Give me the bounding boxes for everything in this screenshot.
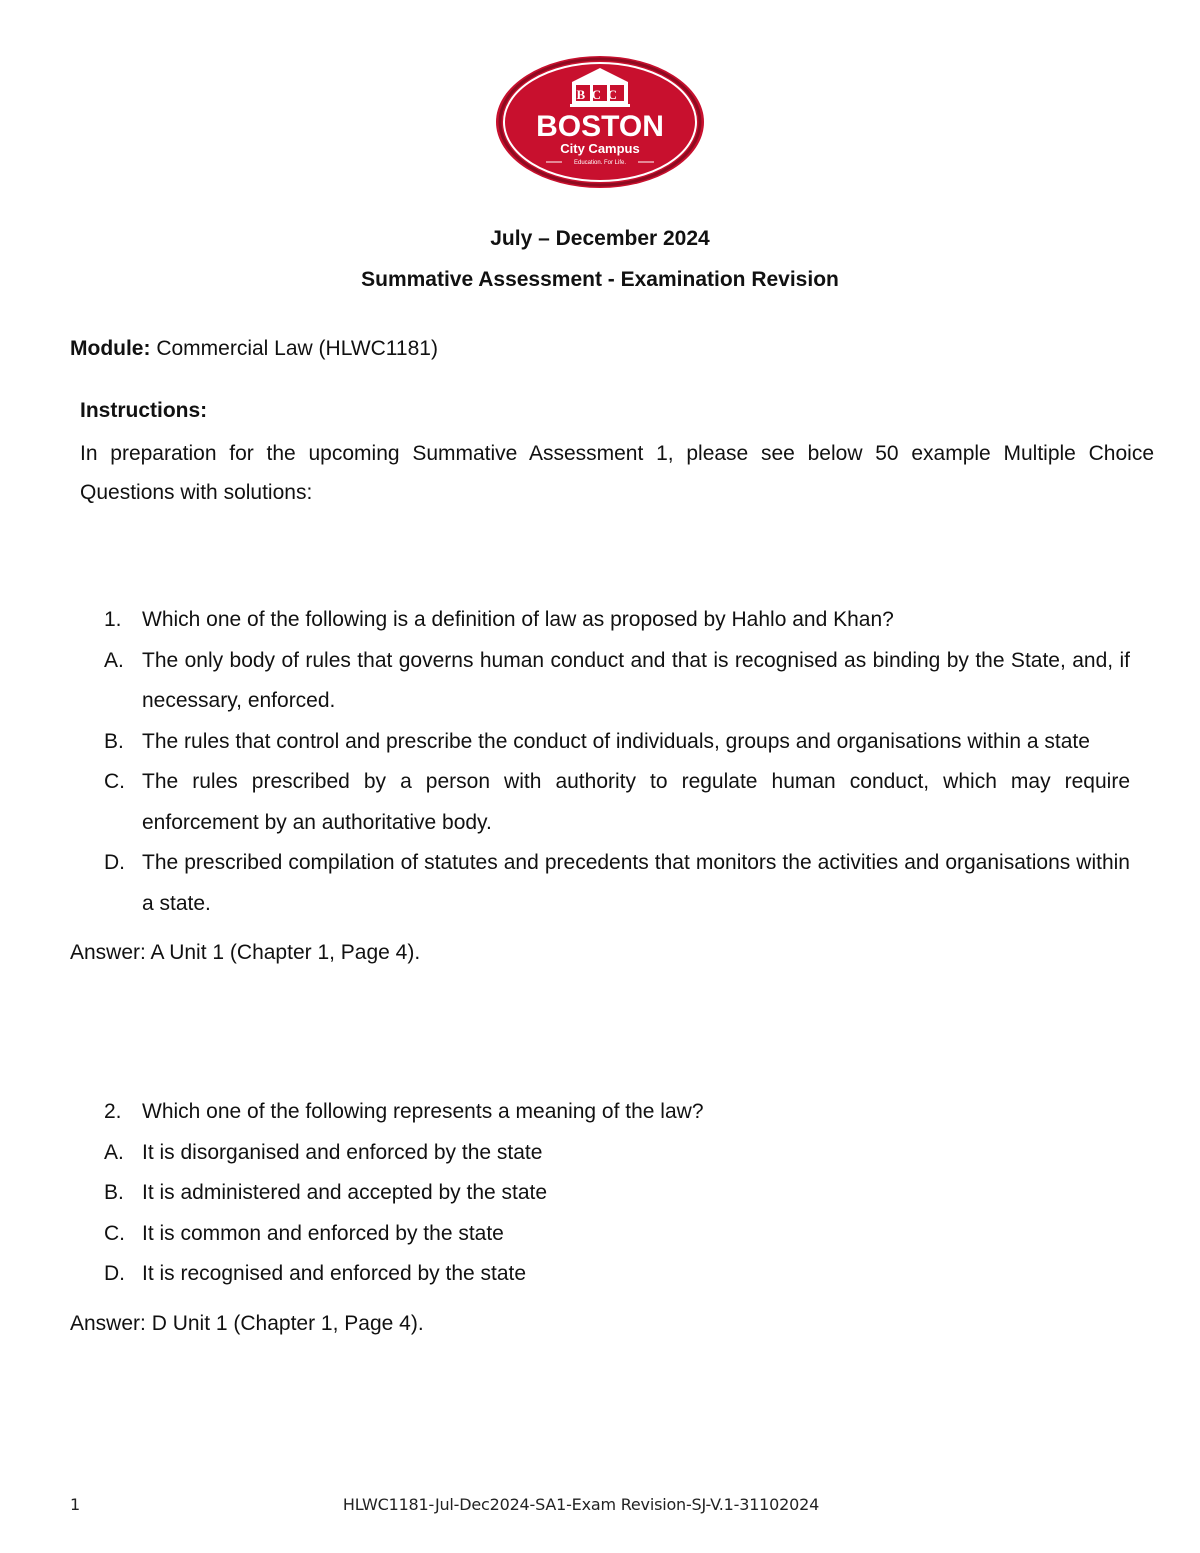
option-text: The prescribed compilation of statutes and precedents that monitors the activities and organisations within a state.	[142, 851, 1130, 915]
option-b	[70, 1173, 1130, 1214]
option-letter: D.	[104, 851, 125, 874]
question-text: Which one of the following is a definition of law as proposed by Hahlo and Khan?	[142, 608, 894, 631]
logo-subtitle: City Campus	[560, 141, 640, 156]
option-text: It is common and enforced by the state	[142, 1221, 504, 1245]
option-d	[70, 1254, 1130, 1295]
boston-city-campus-logo	[494, 54, 706, 190]
answer-line: Answer: D Unit 1 (Chapter 1, Page 4).	[70, 1311, 424, 1335]
option-letter: C.	[104, 770, 125, 793]
option-b	[70, 722, 1130, 763]
option-d	[70, 843, 1130, 924]
document-code: HLWC1181-Jul-Dec2024-SA1-Exam Revision-SJ-V.1-31102024	[342, 1495, 820, 1514]
question-number: 1.	[104, 608, 122, 631]
option-letter: B.	[104, 729, 124, 753]
instructions-label: Instructions:	[80, 399, 208, 422]
question-number: 2.	[104, 1100, 122, 1123]
option-letter: B.	[104, 1181, 124, 1204]
option-c	[70, 762, 1130, 843]
option-text: The rules prescribed by a person with authority to regulate human conduct, which may require enforcement by an authoritative body.	[142, 770, 1130, 834]
question-text: Which one of the following represents a meaning of the law?	[142, 1100, 704, 1123]
option-text: The rules that control and prescribe the conduct of individuals, groups and organisations within a state	[142, 729, 1090, 753]
question-stem	[70, 600, 1130, 641]
option-text: It is administered and accepted by the state	[142, 1181, 548, 1204]
question-stem	[70, 1092, 1130, 1133]
module-value: Commercial Law (HLWC1181)	[156, 337, 438, 360]
question-block-2	[70, 1092, 1130, 1339]
option-letter: A.	[104, 1140, 124, 1164]
question-block-1	[70, 600, 1130, 968]
instructions-text: In preparation for the upcoming Summative Assessment 1, please see below 50 example Multiple Choice Questions with solutions:	[80, 442, 1154, 504]
assessment-title: Summative Assessment - Examination Revision	[361, 268, 839, 291]
option-a	[70, 641, 1130, 722]
period-heading: July – December 2024	[490, 227, 710, 250]
option-text: The only body of rules that governs human conduct and that is recognised as binding by the State, and, if necessary, enforced.	[142, 648, 1130, 712]
answer-line: Answer: A Unit 1 (Chapter 1, Page 4).	[70, 941, 421, 964]
option-letter: D.	[104, 1262, 125, 1285]
page-number: 1	[70, 1495, 81, 1514]
logo-tagline: Education. For Life.	[573, 160, 627, 166]
module-label: Module:	[70, 337, 151, 360]
module-line	[70, 336, 438, 362]
option-a	[70, 1133, 1130, 1174]
logo-name: BOSTON	[536, 110, 664, 143]
option-letter: A.	[104, 648, 124, 672]
option-text: It is disorganised and enforced by the state	[142, 1140, 543, 1164]
option-letter: C.	[104, 1221, 125, 1245]
logo-monogram: BCC	[576, 87, 624, 102]
option-c	[70, 1214, 1130, 1255]
option-text: It is recognised and enforced by the state	[142, 1262, 527, 1285]
